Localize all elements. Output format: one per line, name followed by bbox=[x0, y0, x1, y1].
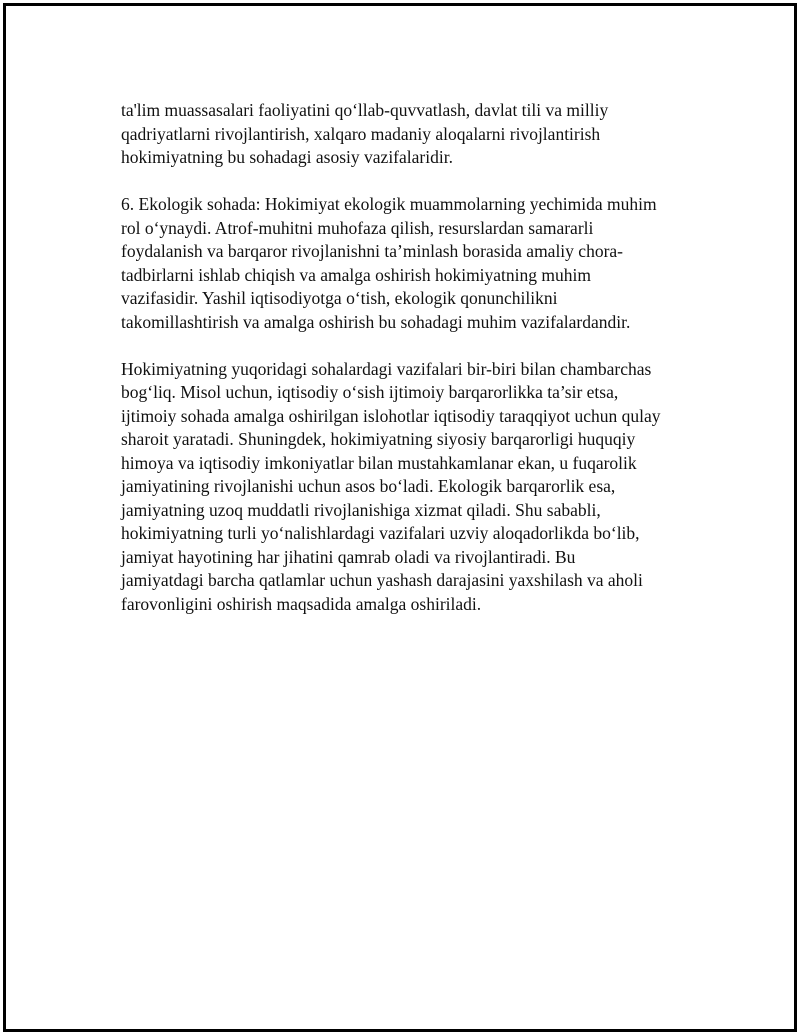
document-page bbox=[3, 3, 797, 1032]
paragraph-ecological-sphere: 6. Ekologik sohada: Hokimiyat ekologik muammolarning yechimida muhim rol o‘ynaydi. Atrof-muhitni muhofaza qilish, resurslardan samararli foydalanish va barqaror rivojlanishni ta’minlash borasida amaliy chora- tadbirlarni ishlab chiqish va amalga oshirish hokimiyatning muhim vazifasidir. Yashil iqtisodiyotga o‘tish, ekologik qonunchilikni takomillashtirish va amalga oshirish bu sohadagi muhim vazifalardandir. bbox=[121, 194, 657, 332]
paragraph-interconnection: Hokimiyatning yuqoridagi sohalardagi vazifalari bir-biri bilan chambarchas bog‘liq. Misol uchun, iqtisodiy o‘sish ijtimoiy barqarorlikka ta’sir etsa, ijtimoiy sohada amalga oshirilgan islohotlar iqtisodiy taraqqiyot uchun qulay sharoit yaratadi. Shuningdek, hokimiyatning siyosiy barqarorligi huquqiy himoya va iqtisodiy imkoniyatlar bilan mustahkamlanar ekan, u fuqarolik jamiyatining rivojlanishi uchun asos bo‘ladi. Ekologik barqarorlik esa, jamiyatning uzoq muddatli rivojlanishiga xizmat qiladi. Shu sababli, hokimiyatning turli yo‘nalishlardagi vazifalari uzviy aloqadorlikda bo‘lib, jamiyat hayotining har jihatini qamrab oladi va rivojlantiradi. Bu jamiyatdagi barcha qatlamlar uchun yashash darajasini yaxshilash va aholi farovonligini oshirish maqsadida amalga oshiriladi. bbox=[121, 358, 661, 614]
page-content bbox=[121, 99, 701, 640]
paragraph-education-continued: ta'lim muassasalari faoliyatini qo‘llab-quvvatlash, davlat tili va milliy qadriyatlarni rivojlantirish, xalqaro madaniy aloqalarni rivojlantirish hokimiyatning bu sohadagi asosiy vazifalaridir. bbox=[121, 100, 609, 167]
